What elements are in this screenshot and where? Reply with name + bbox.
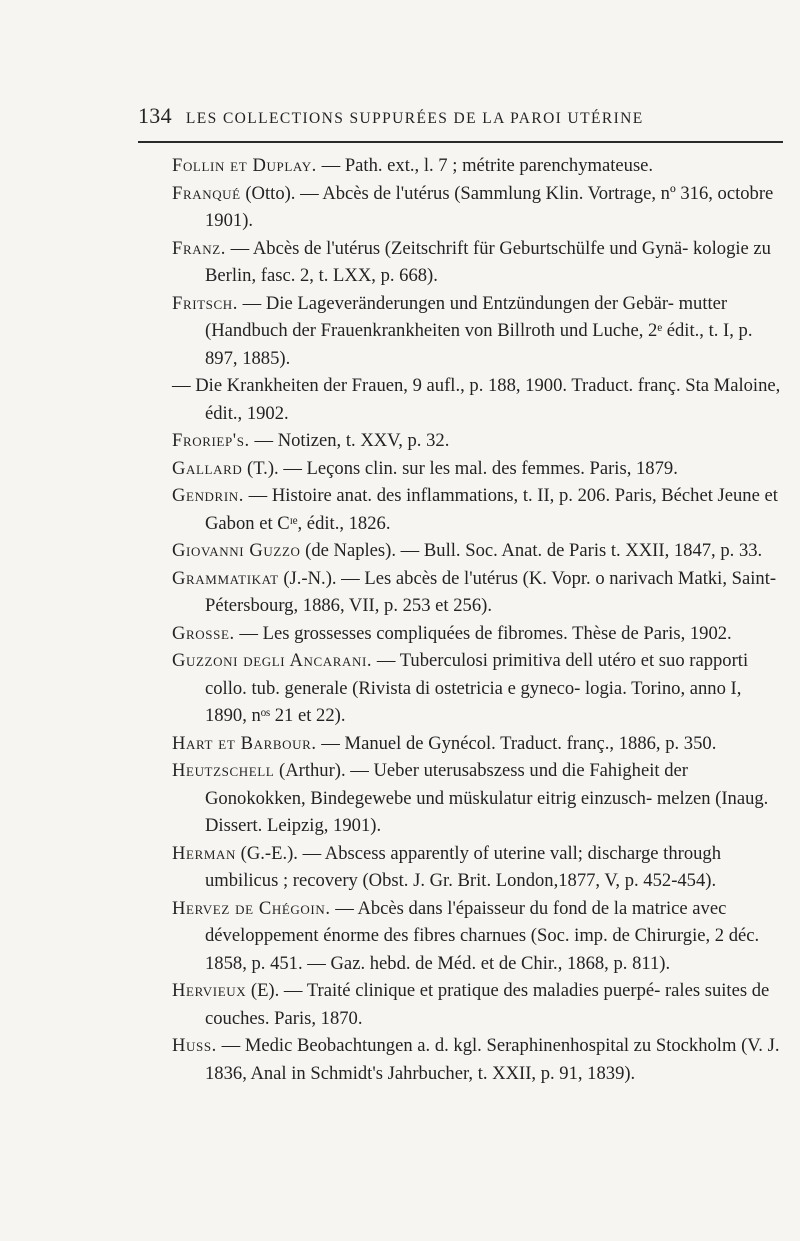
entry-text: (G.-E.). — Abscess apparently of uterine vall; discharge through umbilicus ; recovery (Obst. J. Gr. Brit. London,1877, V, p. 452-454). xyxy=(205,842,722,891)
entry-author: Hervieux xyxy=(172,980,247,1001)
entry-author: Guzzoni degli Ancarani. xyxy=(172,650,373,671)
bibliography-entry xyxy=(172,1032,784,1087)
entry-author: Giovanni Guzzo xyxy=(172,540,301,561)
entry-author: Froriep's. xyxy=(172,430,250,451)
bibliography-entry xyxy=(172,840,784,895)
bibliography-entry xyxy=(172,455,784,483)
entry-text: — Abcès de l'utérus (Zeitschrift für Geburtschülfe und Gynä- kologie zu Berlin, fasc. 2, t. LXX, p. 668). xyxy=(205,237,771,286)
entry-author: Franz. xyxy=(172,237,226,259)
bibliography-entry xyxy=(172,180,784,235)
entry-author: Grosse. xyxy=(172,622,235,644)
entry-text: (J.-N.). — Les abcès de l'utérus (K. Vopr. o narivach Matki, Saint-Pétersbourg, 1886, VII, p. 253 et 256). xyxy=(205,567,777,616)
entry-author: Gendrin. xyxy=(172,485,244,506)
bibliography-entry xyxy=(172,757,784,840)
bibliography-entry xyxy=(172,482,784,537)
header-rule xyxy=(138,141,783,143)
entry-author: Hart et Barbour. xyxy=(172,732,317,754)
entry-author: Gallard xyxy=(172,457,243,479)
bibliography-entry xyxy=(172,895,784,978)
bibliography-entry xyxy=(172,730,784,758)
bibliography-entry xyxy=(172,977,784,1032)
entry-author: Huss. xyxy=(172,1035,217,1056)
bibliography-entry xyxy=(172,620,784,648)
bibliography-entry xyxy=(172,537,784,565)
entry-text: — Notizen, t. XXV, p. 32. xyxy=(249,430,450,451)
entry-author: Franqué xyxy=(172,182,241,204)
running-header xyxy=(138,103,783,132)
entry-text: — Abcès dans l'épaisseur du fond de la matrice avec développement énorme des fibres charnues (Soc. imp. de Chirurgie, 2 déc. 1858, p. 451. — Gaz. hebd. de Méd. et de Chir., 1868, p. 811). xyxy=(205,897,760,974)
entry-author: Fritsch. xyxy=(172,292,239,314)
entry-text: — Les grossesses compliquées de fibromes. Thèse de Paris, 1902. xyxy=(234,622,732,644)
entry-text: — Manuel de Gynécol. Traduct. franç., 1886, p. 350. xyxy=(316,732,717,754)
page-number: 134 xyxy=(138,103,172,128)
entry-text: (T.). — Leçons clin. sur les mal. des femmes. Paris, 1879. xyxy=(242,457,678,479)
entry-text: (E). — Traité clinique et pratique des maladies puerpé- rales suites de couches. Paris, 1870. xyxy=(205,980,770,1029)
entry-text: (de Naples). — Bull. Soc. Anat. de Paris t. XXII, 1847, p. 33. xyxy=(300,540,763,561)
bibliography-entry xyxy=(172,290,784,373)
entry-text: — Path. ext., l. 7 ; métrite parenchymateuse. xyxy=(316,155,654,176)
bibliography-entry xyxy=(172,565,784,620)
bibliography-entry xyxy=(172,235,784,290)
bibliography-entry xyxy=(172,372,784,427)
entry-text: (Otto). — Abcès de l'utérus (Sammlung Klin. Vortrage, nº 316, octobre 1901). xyxy=(205,182,774,231)
entry-author: Hervez de Chégoin. xyxy=(172,897,331,919)
entry-author: Follin et Duplay. xyxy=(172,155,317,176)
bibliography-entry xyxy=(172,647,784,730)
entry-text: — Die Krankheiten der Frauen, 9 aufl., p. 188, 1900. Traduct. franç. Sta Maloine, édit., 1902. xyxy=(172,375,781,424)
bibliography-entry xyxy=(172,152,784,180)
entry-author: Heutzschell xyxy=(172,760,275,781)
entry-author: Herman xyxy=(172,842,236,864)
bibliography-list xyxy=(172,152,784,1087)
entry-author: Grammatikat xyxy=(172,567,279,589)
entry-text: — Histoire anat. des inflammations, t. II, p. 206. Paris, Béchet Jeune et Gabon et Cᶦᵉ, édit., 1826. xyxy=(205,485,778,534)
entry-text: — Die Lageveränderungen und Entzündungen der Gebär- mutter (Handbuch der Frauenkrankheiten von Billroth und Luche, 2ᵉ édit., t. I, p. 897, 1885). xyxy=(205,292,753,369)
entry-text: — Medic Beobachtungen a. d. kgl. Seraphinenhospital zu Stockholm (V. J. 1836, Anal in Schmidt's Jahrbucher, t. XXII, p. 91, 1839). xyxy=(205,1035,780,1084)
bibliography-entry xyxy=(172,427,784,455)
entry-text: (Arthur). — Ueber uterusabszess und die Fahigheit der Gonokokken, Bindegewebe und müskulatur eitrig einzusch- melzen (Inaug. Dissert. Leipzig, 1901). xyxy=(205,760,769,836)
running-title: LES COLLECTIONS SUPPURÉES DE LA PAROI UTÉRINE xyxy=(185,110,644,127)
entry-text: — Tuberculosi primitiva dell utéro et suo rapporti collo. tub. generale (Rivista di ostetricia e gyneco- logia. Torino, anno I, 1890, nᵒˢ 21 et 22). xyxy=(205,650,749,726)
